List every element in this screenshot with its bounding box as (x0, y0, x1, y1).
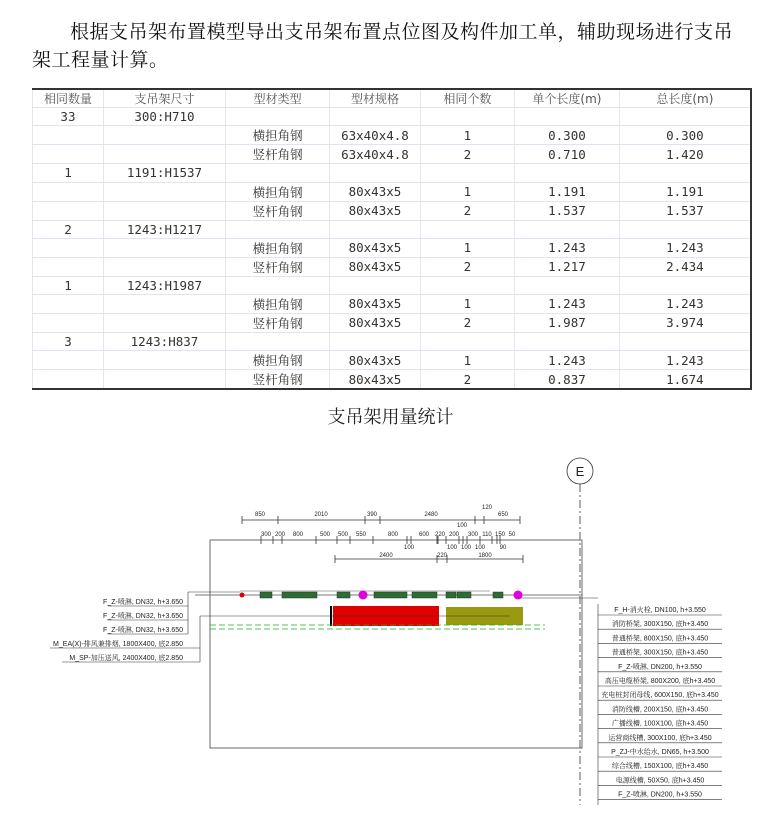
dimension-label: 1800 (478, 553, 492, 559)
table-cell: 1.243 (619, 238, 751, 257)
column-header: 型材规格 (330, 89, 421, 108)
column-header: 相同个数 (420, 89, 514, 108)
table-cell: 1 (420, 182, 514, 201)
dimension-label: 650 (497, 512, 509, 518)
table-cell: 竖杆角钢 (225, 313, 329, 332)
table-cell: 横担角钢 (225, 182, 329, 201)
table-cell: 竖杆角钢 (225, 257, 329, 276)
dimension-label: 100 (446, 545, 458, 551)
table-cell: 2 (33, 220, 104, 238)
table-cell: 80x43x5 (330, 238, 421, 257)
table-cell: 80x43x5 (330, 313, 421, 332)
dimension-label: 2010 (314, 512, 328, 518)
cable-tray (282, 592, 317, 598)
table-cell: 0.837 (515, 370, 620, 390)
table-cell: 竖杆角钢 (225, 370, 329, 390)
table-cell: 1.674 (619, 370, 751, 390)
table-cell: 1 (420, 294, 514, 313)
table-cell: 1.537 (515, 201, 620, 220)
dimension-label: 110 (482, 532, 492, 538)
table-cell: 1.420 (619, 145, 751, 164)
section-outline (210, 540, 582, 748)
column-header: 相同数量 (33, 89, 104, 108)
table-cell: 80x43x5 (330, 370, 421, 390)
table-cell: 33 (33, 108, 104, 126)
table-cell: 2 (420, 370, 514, 390)
right-annotation-label: 消防桥架, 300X150, 底h+3.450 (611, 621, 709, 629)
dimension-label: 300 (467, 532, 479, 538)
table-cell: 竖杆角钢 (225, 145, 329, 164)
dimension-label: 500 (337, 532, 349, 538)
right-annotation-label: F_H-消火栓, DN100, h+3.550 (614, 607, 706, 614)
table-cell: 1.217 (515, 257, 620, 276)
right-annotation-label: 电源线槽, 50X50, 底h+3.450 (615, 777, 705, 785)
dimension-label: 100 (403, 545, 415, 551)
table-cell: 1.243 (515, 294, 620, 313)
cable-tray (260, 592, 272, 598)
table-cell: 1243:H1217 (103, 220, 225, 238)
table-cell: 80x43x5 (330, 182, 421, 201)
table-cell: 横担角钢 (225, 238, 329, 257)
dimension-label: 600 (418, 532, 430, 538)
table-cell: 2 (420, 145, 514, 164)
dimension-label: 100 (460, 545, 472, 551)
pipe-marker (240, 593, 245, 598)
table-cell: 300:H710 (103, 108, 225, 126)
right-annotation-label: F_Z-喷淋, DN200, h+3.550 (618, 791, 702, 799)
dimension-label: 550 (355, 532, 367, 538)
table-cell: 1.243 (515, 351, 620, 370)
right-annotation-label: 普通桥架, 800X150, 底h+3.450 (611, 635, 709, 643)
table-cell: 横担角钢 (225, 351, 329, 370)
dimension-label: 220 (436, 553, 448, 559)
right-annotation-label: 充电桩封闭母线, 600X150, 底h+3.450 (601, 692, 719, 700)
table-cell: 1 (420, 126, 514, 145)
dimension-label: 100 (474, 545, 486, 551)
pipe-fitting (359, 591, 368, 600)
cable-tray (374, 592, 407, 598)
table-cell: 1 (420, 351, 514, 370)
table-cell: 63x40x4.8 (330, 126, 421, 145)
dimension-label: 800 (292, 532, 304, 538)
dimension-label: 300 (260, 532, 272, 538)
table-cell: 1243:H837 (103, 332, 225, 350)
table-cell: 0.300 (515, 126, 620, 145)
table-cell: 1.243 (515, 238, 620, 257)
table-cell: 1.987 (515, 313, 620, 332)
table-cell: 0.300 (619, 126, 751, 145)
dimension-label: 850 (254, 512, 266, 518)
table-cell: 1 (33, 164, 104, 182)
table-cell: 63x40x4.8 (330, 145, 421, 164)
table-cell: 2.434 (619, 257, 751, 276)
table-cell: 2 (420, 257, 514, 276)
table-cell: 1 (33, 276, 104, 294)
cable-tray (337, 592, 350, 598)
table-cell: 竖杆角钢 (225, 201, 329, 220)
cable-tray (457, 592, 471, 598)
table-cell: 1.191 (515, 182, 620, 201)
table-cell: 80x43x5 (330, 351, 421, 370)
cable-tray (493, 592, 503, 598)
table-cell: 0.710 (515, 145, 620, 164)
table-caption: 支吊架用量统计 (327, 407, 454, 428)
dimension-label: 120 (481, 505, 493, 511)
table-cell: 1.243 (619, 294, 751, 313)
table-cell: 3 (33, 332, 104, 350)
table-cell: 2 (420, 201, 514, 220)
dimension-label: 500 (319, 532, 331, 538)
left-annotation-label: F_Z-喷淋, DN32, h+3.650 (103, 599, 183, 606)
right-annotation-label: 普通桥架, 300X150, 底h+3.450 (611, 649, 709, 657)
table-cell: 3.974 (619, 313, 751, 332)
table-cell: 80x43x5 (330, 294, 421, 313)
dimension-label: 100 (456, 523, 468, 529)
column-header: 支吊架尺寸 (103, 89, 225, 108)
right-annotation-label: F_Z-喷淋, DN200, h+3.550 (618, 663, 702, 671)
table-cell: 1.537 (619, 201, 751, 220)
table-cell: 横担角钢 (225, 294, 329, 313)
table-cell: 80x43x5 (330, 257, 421, 276)
left-annotation-label: M_EA(X)-排风兼排烟, 1800X400, 底2.850 (53, 641, 183, 648)
dimension-label: 200 (274, 532, 286, 538)
cable-tray (446, 592, 456, 598)
table-cell: 横担角钢 (225, 126, 329, 145)
dimension-label: 50 (508, 532, 516, 538)
table-cell: 1 (420, 238, 514, 257)
right-annotation-label: 高压电缆桥架, 800X200, 底h+3.450 (604, 678, 716, 685)
cable-tray (412, 592, 437, 598)
left-annotation-label: F_Z-喷淋, DN32, h+3.650 (103, 613, 183, 620)
dimension-label: 150 (494, 532, 506, 538)
dimension-label: 90 (499, 545, 507, 551)
column-header: 型材类型 (225, 89, 329, 108)
dimension-label: 220 (434, 532, 446, 538)
right-annotation-label: 综合线槽, 150X100, 底h+3.450 (611, 763, 709, 771)
left-annotation-label: F_Z-喷淋, DN32, h+3.650 (103, 627, 183, 634)
table-cell: 1191:H1537 (103, 164, 225, 182)
right-annotation-label: 运营商线槽, 300X100, 底h+3.450 (608, 734, 712, 742)
axis-label: E (575, 464, 585, 479)
right-annotation-label: 广播线槽, 100X100, 底h+3.450 (611, 720, 709, 728)
table-cell: 1.191 (619, 182, 751, 201)
dimension-label: 200 (448, 532, 460, 538)
column-header: 单个长度(m) (515, 89, 620, 108)
intro-paragraph: 根据支吊架布置模型导出支吊架布置点位图及构件加工单，辅助现场进行支吊架工程量计算。 (32, 21, 734, 71)
column-header: 总长度(m) (619, 89, 751, 108)
table-cell: 2 (420, 313, 514, 332)
dimension-label: 2400 (379, 553, 393, 559)
dimension-label: 390 (366, 512, 378, 518)
left-annotation-label: M_SP-加压送风, 2400X400, 底2.850 (69, 655, 183, 662)
dimension-label: 800 (387, 532, 399, 538)
table-cell: 1.243 (619, 351, 751, 370)
right-annotation-label: P_ZJ-中水给水, DN65, h+3.500 (611, 749, 709, 756)
table-cell: 80x43x5 (330, 201, 421, 220)
dimension-label: 2480 (424, 512, 438, 518)
right-annotation-label: 消防线槽, 200X150, 底h+3.450 (611, 706, 709, 714)
table-cell: 1243:H1987 (103, 276, 225, 294)
